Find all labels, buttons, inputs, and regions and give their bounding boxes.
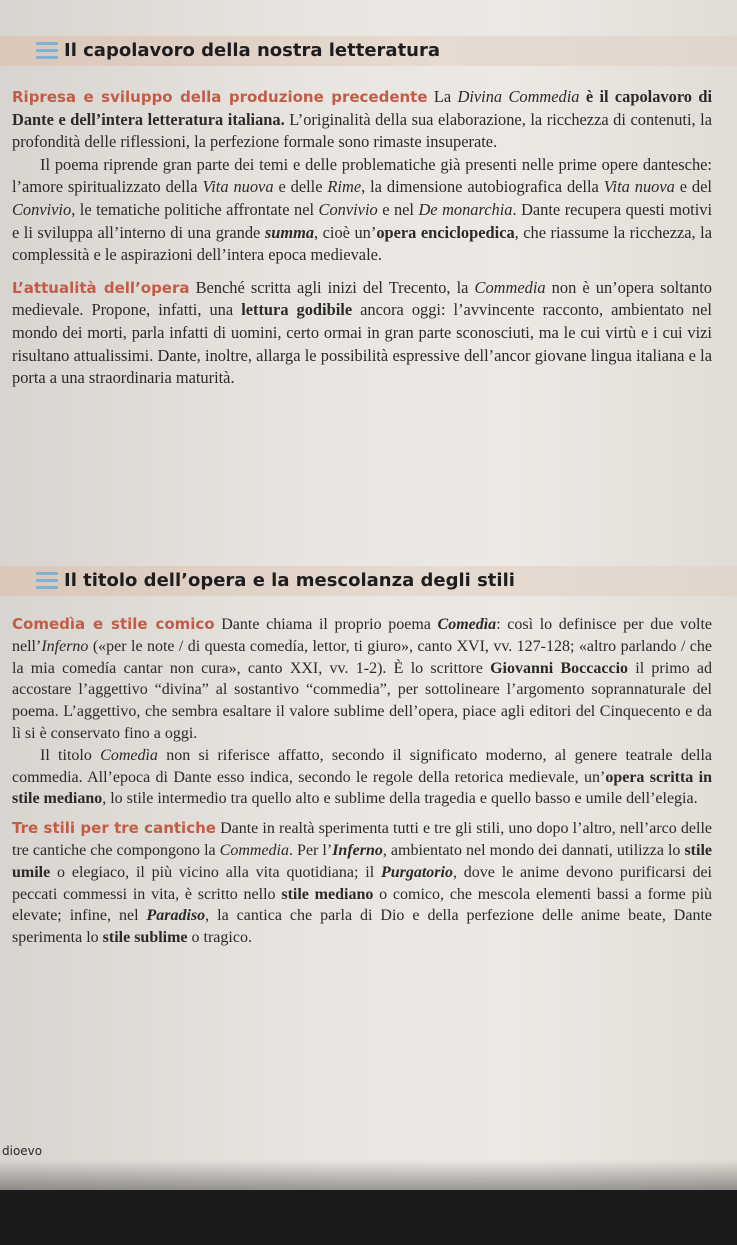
page-edge-shadow <box>0 1160 737 1190</box>
side-heading: L’attualità dell’opera <box>12 278 190 297</box>
side-heading: Comedìa e stile comico <box>12 615 215 633</box>
section-body: Ripresa e sviluppo della produzione precedente La Divina Commedia è il capolavoro di Dante e dell’intera letteratura italiana. L’originalità della sua elaborazione, la ricchezza di contenuti, la profondità delle riflessioni, la perfezione formale sono rimaste insuperate. Il poema riprende gran parte dei temi e delle problematiche già presenti nelle prime opere dantesche: l’amore spiritualizzato della Vita nuova e delle Rime, la dimensione autobiografica della Vita nuova e del Convivio, le tematiche politiche affrontate nel Convivio e nel De monarchia. Dante recupera questi motivi e li sviluppa all’interno di una grande summa, cioè un’opera enciclopedica, che riassume la ricchezza, la complessità e le aspirazioni dell’intera epoca medievale. L’attualità dell’opera Benché scritta agli inizi del Trecento, la Commedia non è un’opera soltanto medievale. Propone, infatti, una lettura godibile ancora oggi: l’avvincente racconto, ambientato nel mondo dei morti, parla infatti di uomini, certo ormai in gran parte sconosciuti, ma le cui virtù e i cui vizi risultano attualissimi. Dante, inoltre, allarga le possibilità espressive dell’ancor giovane lingua italiana e la porta a una straordinaria maturità. <box>12 87 713 388</box>
margin-word: dioevo <box>2 1144 43 1158</box>
section-lines-icon <box>36 42 58 60</box>
section-body: Comedìa e stile comico Dante chiama il proprio poema Comedìa: così lo definisce per due volte nell’Inferno («per le note / di questa comedía, lettor, ti giuro», canto XVI, vv. 127-128; «altro parlando / che la mia comedía cantar non cura», canto XXI, vv. 1-2). È lo scrittore Giovanni Boccaccio il primo ad accostare l’aggettivo “divina” al sostantivo “commedia”, per sottolineare l’argomento soprannaturale del poema. L’aggettivo, che sembra esaltare il valore sublime dell’opera, piace agli editori del Cinquecento e da lì si è conservato fino a oggi. Il titolo Comedìa non si riferisce affatto, secondo il significato moderno, al genere teatrale della commedia. All’epoca di Dante esso indica, secondo le regole della retorica medievale, un’opera scritta in stile mediano, lo stile intermedio tra quello alto e sublime della tragedia e quello basso e umile dell’elegia. Tre stili per tre cantiche Dante in realtà sperimenta tutti e tre gli stili, uno dopo l’altro, nell’arco delle tre cantiche che compongono la Commedia. Per l’Inferno, ambientato nel mondo dei dannati, utilizza lo stile umile o elegiaco, il più vicino alla vita quotidiana; il Purgatorio, dove le anime devono purificarsi dei peccati commessi in vita, è scritto nello stile mediano o comico, che mescola elementi bassi a forme più elevate; infine, nel Paradiso, la cantica che parla di Dio e della perfezione delle anime beate, Dante sperimenta lo stile sublime o tragico. <box>12 615 713 947</box>
section-title: Il capolavoro della nostra letteratura <box>64 40 441 61</box>
side-heading: Tre stili per tre cantiche <box>12 819 216 838</box>
section-lines-icon <box>36 572 58 590</box>
side-heading: Ripresa e sviluppo della produzione precedente <box>12 88 428 106</box>
section-title: Il titolo dell’opera e la mescolanza degli stili <box>64 570 515 591</box>
